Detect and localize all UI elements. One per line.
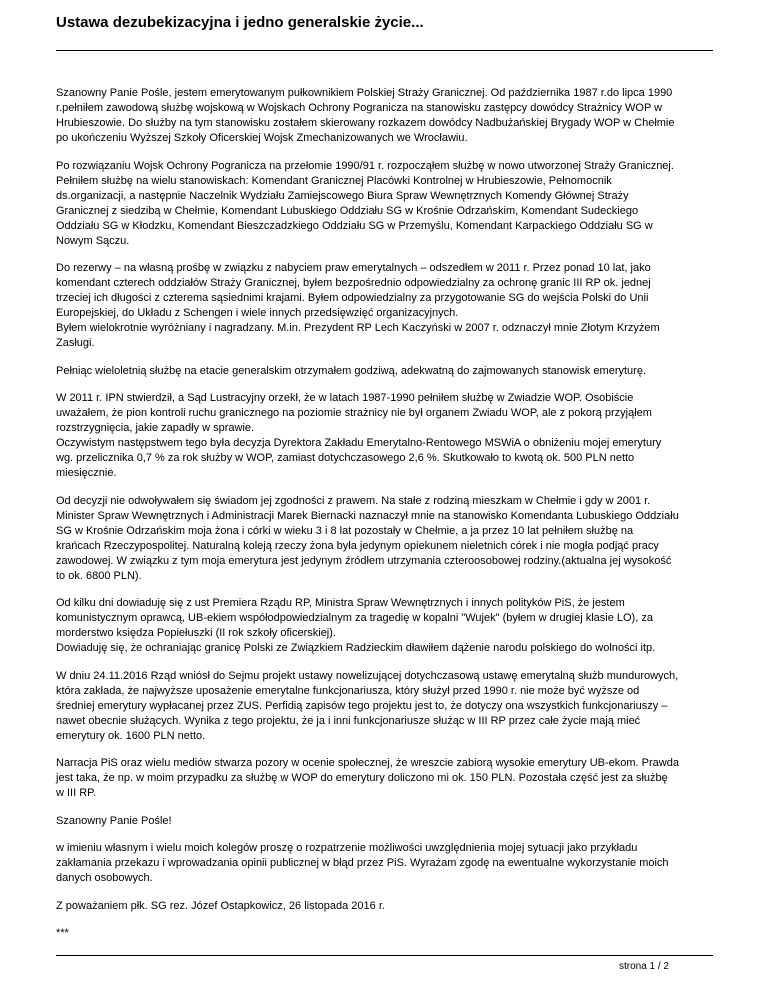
document-body [56,86,716,954]
paragraph-1: Szanowny Panie Pośle, jestem emerytowanym pułkownikiem Polskiej Straży Granicznej. Od października 1987 r.do lipca 1990 r.pełniłem zawodową służbę wojskową w Wojskach Ochrony Pogranicza na stanowisku zastępcy dowódcy Strażnicy WOP w Hrubieszowie. Do służby na tym stanowisku zostałem skierowany rozkazem dowódcy Nadbużańskiej Brygady WOP w Chełmie po ukończeniu Wyższej Szkoły Oficerskiej Wojsk Zmechanizowanych we Wrocławiu. [56,87,675,144]
page-number: strona 1 / 2 [618,961,669,972]
paragraph-4: Pełniąc wieloletnią służbę na etacie generalskim otrzymałem godziwą, adekwatną do zajmowanych stanowisk emeryturę. [56,364,647,377]
paragraph-5: W 2011 r. IPN stwierdził, a Sąd Lustracyjny orzekł, że w latach 1987-1990 pełniłem służbę w Zwiadzie WOP. Osobiście uważałem, że pion kontroli ruchu granicznego na poziomie strażnicy nie był organem Zwiadu WOP, ale z pokorą przyjąłem rozstrzygnięcia, jakie zapadły w sprawie. Oczywistym następstwem tego była decyzja Dyrektora Zakładu Emerytalno-Rentowego MSWiA o obniżeniu mojej emerytury wg. przelicznika 0,7 % za rok służby w WOP, zamiast dotychczasowego 2,6 %. Skutkowało to kwotą ok. 500 PLN netto miesięcznie. [56,392,662,479]
paragraph-9: Narracja PiS oraz wielu mediów stwarza pozory w ocenie społecznej, że wreszcie zabiorą wysokie emerytury UB-ekom. Prawda jest taka, że np. w moim przypadku za służbę w WOP do emerytury doliczono mi ok. 150 PLN. Pozostała część jest za służbę w III RP. [56,757,679,799]
paragraph-8: W dniu 24.11.2016 Rząd wniósł do Sejmu projekt ustawy nowelizującej dotychczasową ustawę emerytalną służb mundurowych, która zakłada, że najwyższe uposażenie emerytalne funkcjonariusza, który służył przed 1990 r. nie może być wyższe od średniej emerytury wypłacanej przez ZUS. Perfidią zapisów tego projektu jest to, że dotyczy ona wszystkich funkcjonariuszy – nawet obecnie służących. Wynika z tego projektu, że ja i inni funkcjonariusze służąc w III RP przez całe życie mają mieć emerytury ok. 1600 PLN netto. [56,669,679,742]
paragraph-6: Od decyzji nie odwoływałem się świadom jej zgodności z prawem. Na stałe z rodziną mieszkam w Chełmie i gdy w 2001 r. Minister Spraw Wewnętrznych i Administracji Marek Biernacki naznaczył mnie na stanowisko Komendanta Lubuskiego Oddziału SG w Krośnie Odrzańskim moja żona i córki w wieku 3 i 8 lat pozostały w Chełmie, a ja przez 10 lat pełniłem służbę na krańcach Rzeczypospolitej. Naturalną koleją rzeczy żona była jedynym opiekunem nieletnich córek i nie mogła podjąć pracy zawodowej. W związku z tym moja emerytura jest jedynym źródłem utrzymania czteroosobowej rodziny.(aktualna jej wysokość to ok. 6800 PLN). [56,494,679,582]
signature-line: Z poważaniem płk. SG rez. Józef Ostapkowicz, 26 listopada 2016 r. [56,899,385,912]
section-separator: *** [56,927,69,939]
paragraph-7: Od kilku dni dowiaduję się z ust Premiera Rządu RP, Ministra Spraw Wewnętrznych i innych polityków PiS, że jestem komunistycznym oprawcą, UB-ekiem współodpowiedzialnym za tragedię w kopalni "Wujek" (byłem w drugiej klasie LO), za morderstwo księdza Popiełuszki (II rok szkoły oficerskiej). Dowiaduję się, że ochraniając granicę Polski ze Związkiem Radzieckim dławiłem dążenie narodu polskiego do wolności itp. [56,597,656,654]
paragraph-2: Po rozwiązaniu Wojsk Ochrony Pogranicza na przełomie 1990/91 r. rozpocząłem służbę w nowo utworzonej Straży Granicznej. Pełniłem służbę na wielu stanowiskach: Komendant Granicznej Placówki Kontrolnej w Hrubieszowie, Pełnomocnik ds.organizacji, a następnie Naczelnik Wydziału Zamiejscowego Biura Spraw Wewnętrznych Komendy Głównej Straży Granicznej z siedzibą w Chełmie, Komendant Lubuskiego Oddziału SG w Krośnie Odrzańskim, Komendant Sudeckiego Oddziału SG w Kłodzku, Komendant Bieszczadzkiego Oddziału SG w Przemyślu, Komendant Karpackiego Oddziału SG w Nowym Sączu. [56,159,674,247]
document-title: Ustawa dezubekizacyjna i jedno generalskie życie... [56,14,424,31]
paragraph-3: Do rezerwy – na własną prośbę w związku z nabyciem praw emerytalnych – odszedłem w 2011 r. Przez ponad 10 lat, jako komendant czterech oddziałów Straży Granicznej, byłem bezpośrednio odpowiedzialny za ochronę granic III RP ok. jednej trzeciej ich długości z czterema sąsiednimi krajami. Byłem odpowiedzialny za przygotowanie SG do wejścia Polski do Unii Europejskiej, do Układu z Schengen i wiele innych przedsięwzięć organizacyjnych. Byłem wielokrotnie wyróżniany i nagradzany. M.in. Prezydent RP Lech Kaczyński w 2007 r. odznaczył mnie Złotym Krzyżem Zasługi. [56,262,660,349]
footer-divider [56,955,713,956]
header-divider [56,50,713,51]
salutation: Szanowny Panie Pośle! [56,814,172,827]
paragraph-request: w imieniu własnym i wielu moich kolegów proszę o rozpatrzenie możliwości uwzględnienia mojej sytuacji jako przykładu zakłamania przekazu i wprowadzania opinii publicznej w błąd przez PiS. Wyrażam zgodę na ewentualne wykorzystanie moich danych osobowych. [56,842,669,884]
